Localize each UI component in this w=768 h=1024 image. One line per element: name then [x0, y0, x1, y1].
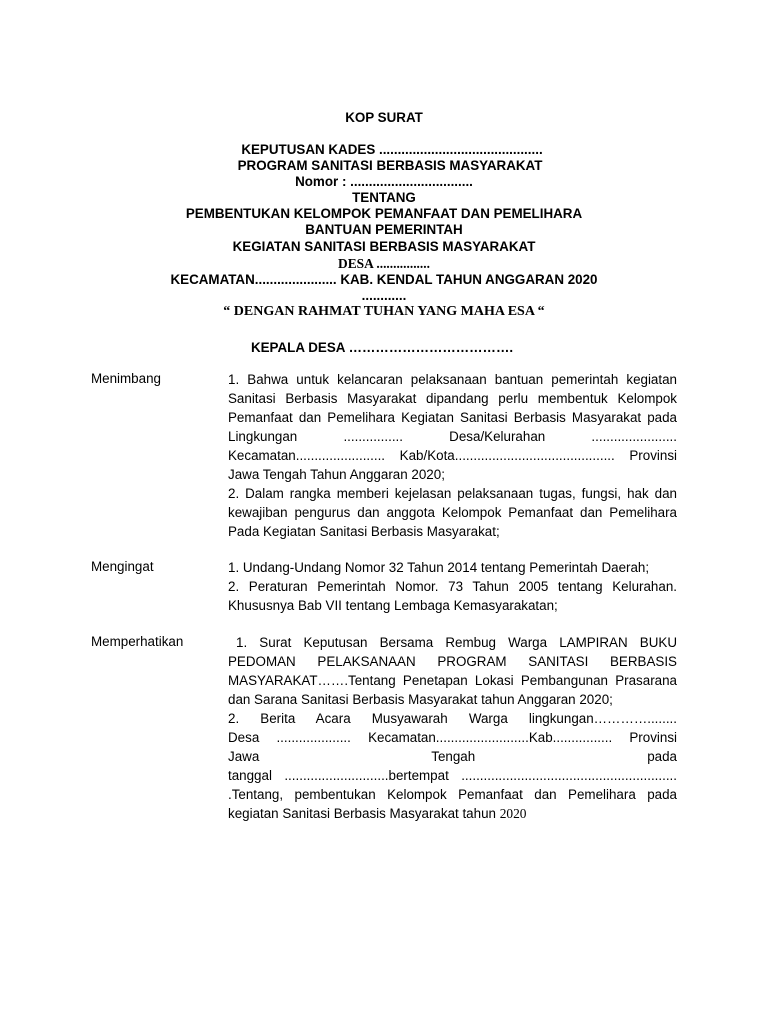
menimbang-line: Pada Kegiatan Sanitasi Berbasis Masyarakat; [228, 524, 500, 539]
memperhatikan-line: Desa .................... Kecamatan.........................Kab................ Provinsi [228, 730, 677, 745]
kecamatan-line: KECAMATAN...................... KAB. KENDAL TAHUN ANGGARAN 2020 [170, 272, 598, 287]
jawa-tengah-pada-word: Tengah [431, 749, 476, 764]
menimbang-label: Menimbang [91, 371, 161, 386]
menimbang-content [228, 370, 677, 541]
menimbang-line: 1. Bahwa untuk kelancaran pelaksanaan bantuan pemerintah kegiatan [228, 372, 677, 387]
memperhatikan-line [228, 747, 677, 766]
memperhatikan-line: dan Sarana Sanitasi Berbasis Masyarakat tahun Anggaran 2020; [228, 692, 613, 707]
mengingat-line: 2. Peraturan Pemerintah Nomor. 73 Tahun 2005 tentang Kelurahan. [228, 579, 677, 594]
jawa-tengah-pada-word: pada [647, 749, 677, 764]
menimbang-line: Lingkungan ................ Desa/Kelurahan ....................... [228, 429, 677, 444]
memperhatikan-line: .Tentang, pembentukan Kelompok Pemanfaat dan Pemelihara pada [228, 787, 677, 802]
nomor-line: Nomor : ................................. [295, 174, 473, 189]
menimbang-line: Sanitasi Berbasis Masyarakat dipandang perlu membentuk Kelompok [228, 391, 677, 406]
menimbang-line: 2. Dalam rangka memberi kejelasan pelaksanaan tugas, fungsi, hak dan [228, 486, 677, 501]
menimbang-line: Kecamatan........................ Kab/Kota........................................... Provinsi [228, 448, 677, 463]
memperhatikan-content [228, 633, 677, 823]
mengingat-line: Khususnya Bab VII tentang Lembaga Kemasyarakatan; [228, 598, 558, 613]
memperhatikan-line: PEDOMAN PELAKSANAAN PROGRAM SANITASI BERBASIS [228, 654, 677, 669]
memperhatikan-line: 2. Berita Acara Musyawarah Warga lingkungan…………........ [228, 711, 677, 726]
kegiatan-title: KEGIATAN SANITASI BERBASIS MASYARAKAT [232, 239, 536, 254]
desa-line: DESA ................ [338, 256, 430, 271]
keputusan-kades-line: KEPUTUSAN KADES ............................................ [241, 142, 543, 157]
mengingat-label: Mengingat [91, 559, 154, 574]
memperhatikan-last-text: kegiatan Sanitasi Berbasis Masyarakat tahun [228, 806, 500, 821]
pembentukan-title: PEMBENTUKAN KELOMPOK PEMANFAAT DAN PEMELIHARA [185, 206, 583, 221]
menimbang-line: Jawa Tengah Tahun Anggaran 2020; [228, 467, 445, 482]
dots-line: ............ [361, 288, 407, 303]
mengingat-line: 1. Undang-Undang Nomor 32 Tahun 2014 tentang Pemerintah Daerah; [228, 560, 650, 575]
year-2020: 2020 [499, 806, 527, 821]
memperhatikan-line: 1. Surat Keputusan Bersama Rembug Warga LAMPIRAN BUKU [236, 635, 677, 650]
memperhatikan-label: Memperhatikan [91, 634, 184, 649]
bantuan-title: BANTUAN PEMERINTAH [305, 222, 463, 237]
tentang-heading: TENTANG [352, 190, 416, 205]
rahmat-line: “ DENGAN RAHMAT TUHAN YANG MAHA ESA “ [223, 304, 545, 319]
menimbang-line: kewajiban pengurus dan anggota Kelompok Pemanfaat dan Pemelihara [228, 505, 677, 520]
memperhatikan-line: MASYARAKAT…….Tentang Penetapan Lokasi Pembangunan Prasarana [228, 673, 677, 688]
program-title: PROGRAM SANITASI BERBASIS MASYARAKAT [237, 158, 543, 173]
jawa-tengah-pada-word: Jawa [228, 749, 260, 764]
menimbang-line: Pemanfaat dan Pemelihara Kegiatan Sanitasi Berbasis Masyarakat pada [228, 410, 677, 425]
kop-surat-title: KOP SURAT [345, 110, 423, 125]
memperhatikan-line [228, 804, 677, 823]
memperhatikan-line: tanggal ............................bertempat .......................................................... [228, 768, 677, 783]
kepala-desa-line: KEPALA DESA ………………………………. [250, 340, 514, 355]
mengingat-content [228, 558, 677, 615]
